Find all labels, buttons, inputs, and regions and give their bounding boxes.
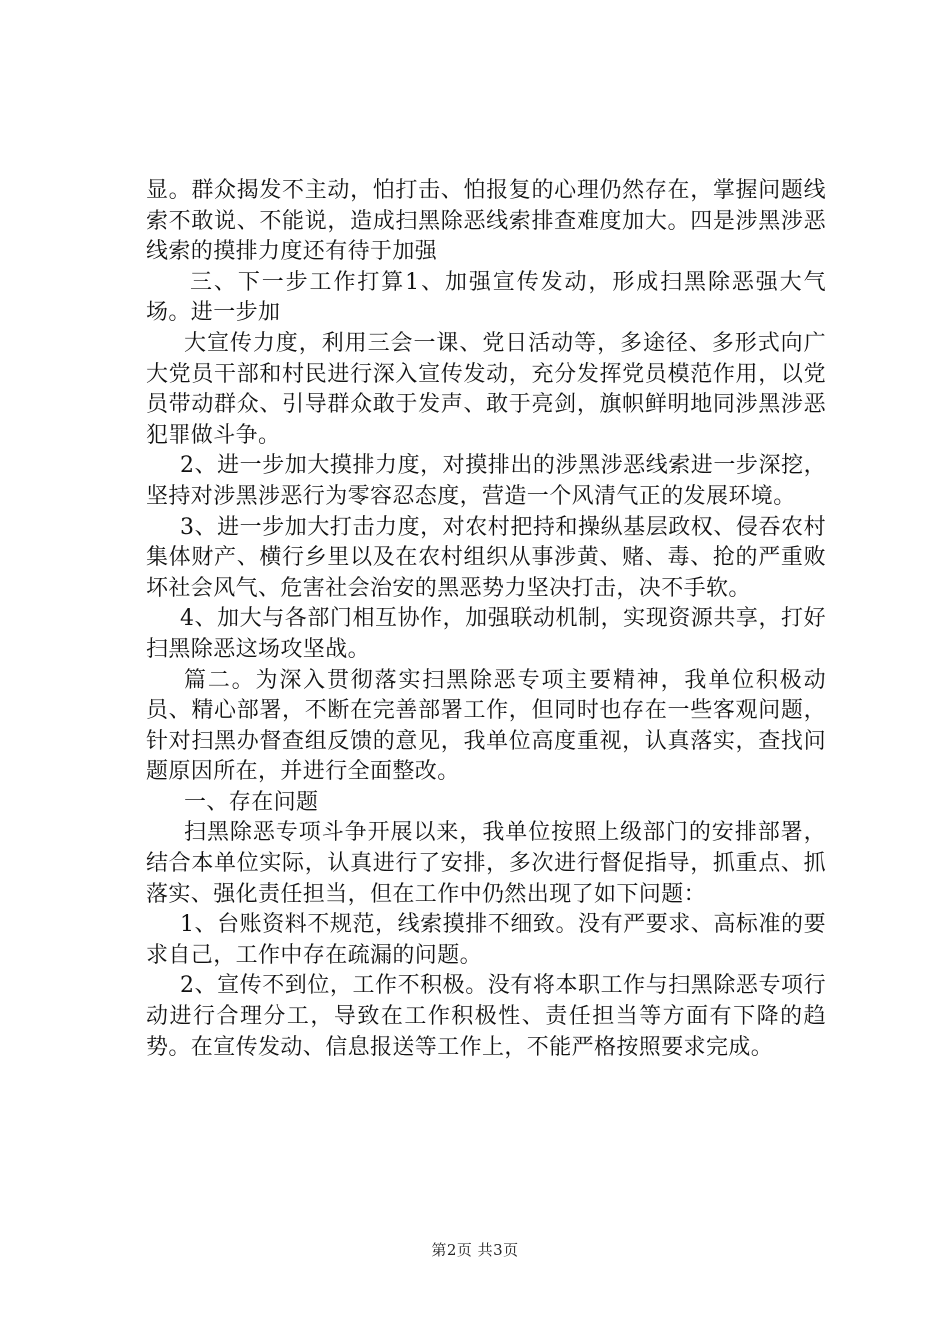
paragraph-problem-1: 1、台账资料不规范，线索摸排不细致。没有严要求、高标准的要求自己，工作中存在疏漏的问题。 [146,912,826,968]
paragraph-continuation: 显。群众揭发不主动，怕打击、怕报复的心理仍然存在，掌握问题线索不敢说、不能说，造成扫黑除恶线索排查难度加大。四是涉黑涉恶线索的摸排力度还有待于加强 [146,178,826,265]
paragraph-publicity: 大宣传力度，利用三会一课、党日活动等，多途径、多形式向广大党员干部和村民进行深入宣传发动，充分发挥党员模范作用，以党员带动群众、引导群众敢于发声、敢于亮剑，旗帜鲜明地同涉黑涉恶犯罪做斗争。 [146,330,826,448]
paragraph-problem-2: 2、宣传不到位，工作不积极。没有将本职工作与扫黑除恶专项行动进行合理分工，导致在工作积极性、责任担当等方面有下降的趋势。在宣传发动、信息报送等工作上，不能严格按照要求完成。 [146,973,826,1060]
paragraph-part-two-intro: 篇二。为深入贯彻落实扫黑除恶专项主要精神，我单位积极动员、精心部署，不断在完善部署工作，但同时也存在一些客观问题，针对扫黑办督查组反馈的意见，我单位高度重视，认真落实，查找问题原因所在，并进行全面整改。 [146,667,826,785]
document-body [146,176,826,1063]
section-heading-problems: 一、存在问题 [184,789,319,815]
paragraph-problems-overview: 扫黑除恶专项斗争开展以来，我单位按照上级部门的安排部署，结合本单位实际，认真进行了安排，多次进行督促指导，抓重点、抓落实、强化责任担当，但在工作中仍然出现了如下问题： [146,820,826,907]
paragraph-item-4: 4、加大与各部门相互协作，加强联动机制，实现资源共享，打好扫黑除恶这场攻坚战。 [146,606,826,662]
page-number-footer: 第2页 共3页 [431,1241,519,1259]
paragraph-next-steps-heading: 三、下一步工作打算1、加强宣传发动，形成扫黑除恶强大气场。进一步加 [146,269,826,326]
paragraph-item-2: 2、进一步加大摸排力度，对摸排出的涉黑涉恶线索进一步深挖，坚持对涉黑涉恶行为零容忍态度，营造一个风清气正的发展环境。 [146,453,826,509]
paragraph-item-3: 3、进一步加大打击力度，对农村把持和操纵基层政权、侵吞农村集体财产、横行乡里以及在农村组织从事涉黄、赌、毒、抢的严重败坏社会风气、危害社会治安的黑恶势力坚决打击，决不手软。 [146,514,826,601]
